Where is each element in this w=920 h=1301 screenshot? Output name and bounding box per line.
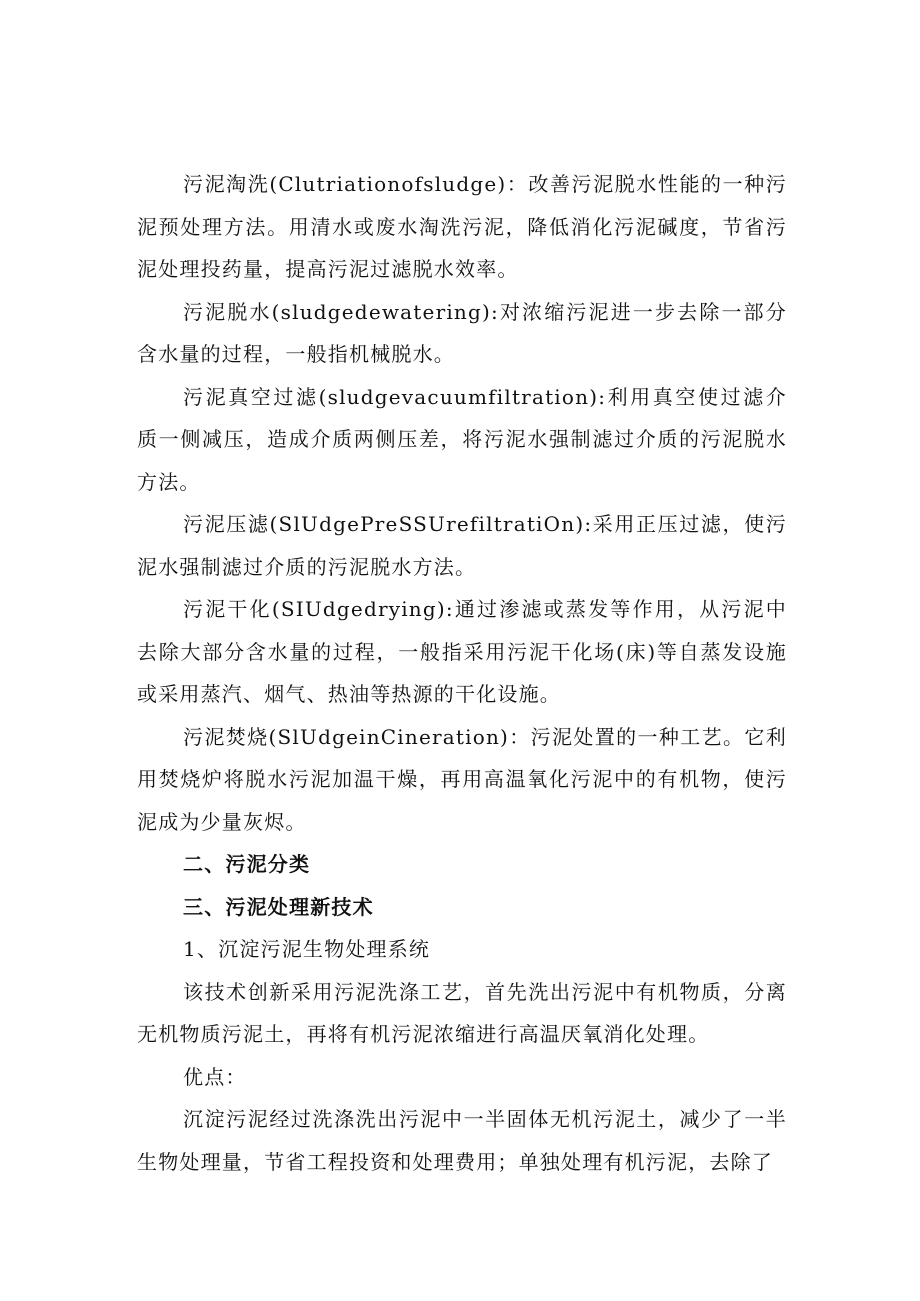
paragraph-sludge-elutriation: 污泥淘洗(Clutriationofsludge)：改善污泥脱水性能的一种污泥预处理方法。用清水或废水淘洗污泥，降低消化污泥碱度，节省污泥处理投药量，提高污泥过滤脱水效率。 xyxy=(137,172,787,281)
section-heading-sludge-classification: 二、污泥分类 xyxy=(183,852,311,876)
section-heading-new-technology: 三、污泥处理新技术 xyxy=(183,894,374,919)
paragraph-advantages-label: 优点： xyxy=(183,1064,247,1089)
paragraph-sludge-dewatering: 污泥脱水(sludgedewatering):对浓缩污泥进一步去除一部分含水量的过程，一般指机械脱水。 xyxy=(137,299,787,366)
paragraph-technology-description: 该技术创新采用污泥洗涤工艺，首先洗出污泥中有机物质，分离无机物质污泥土，再将有机污泥浓缩进行高温厌氧消化处理。 xyxy=(137,979,787,1046)
subsection-heading-sediment-sludge-system: 1、沉淀污泥生物处理系统 xyxy=(183,937,431,961)
paragraph-sludge-pressure-filtration: 污泥压滤(SlUdgePreSSUrefiltratiOn):采用正压过滤，使污泥水强制滤过介质的污泥脱水方法。 xyxy=(137,512,787,579)
paragraph-sludge-drying: 污泥干化(SIUdgedrying):通过渗滤或蒸发等作用，从污泥中去除大部分含水量的过程，一般指采用污泥干化场(床)等自蒸发设施或采用蒸汽、烟气、热油等热源的干化设施。 xyxy=(137,597,787,706)
paragraph-sludge-vacuum-filtration: 污泥真空过滤(sludgevacuumfiltration):利用真空使过滤介质一侧减压，造成介质两侧压差，将污泥水强制滤过介质的污泥脱水方法。 xyxy=(137,384,787,494)
document-body xyxy=(137,163,787,1183)
paragraph-sludge-incineration: 污泥焚烧(SlUdgeinCineration)：污泥处置的一种工艺。它利用焚烧炉将脱水污泥加温干燥，再用高温氧化污泥中的有机物，使污泥成为少量灰烬。 xyxy=(137,724,787,834)
paragraph-advantages-detail: 沉淀污泥经过洗涤洗出污泥中一半固体无机污泥土，减少了一半生物处理量，节省工程投资和处理费用；单独处理有机污泥，去除了 xyxy=(137,1107,787,1174)
